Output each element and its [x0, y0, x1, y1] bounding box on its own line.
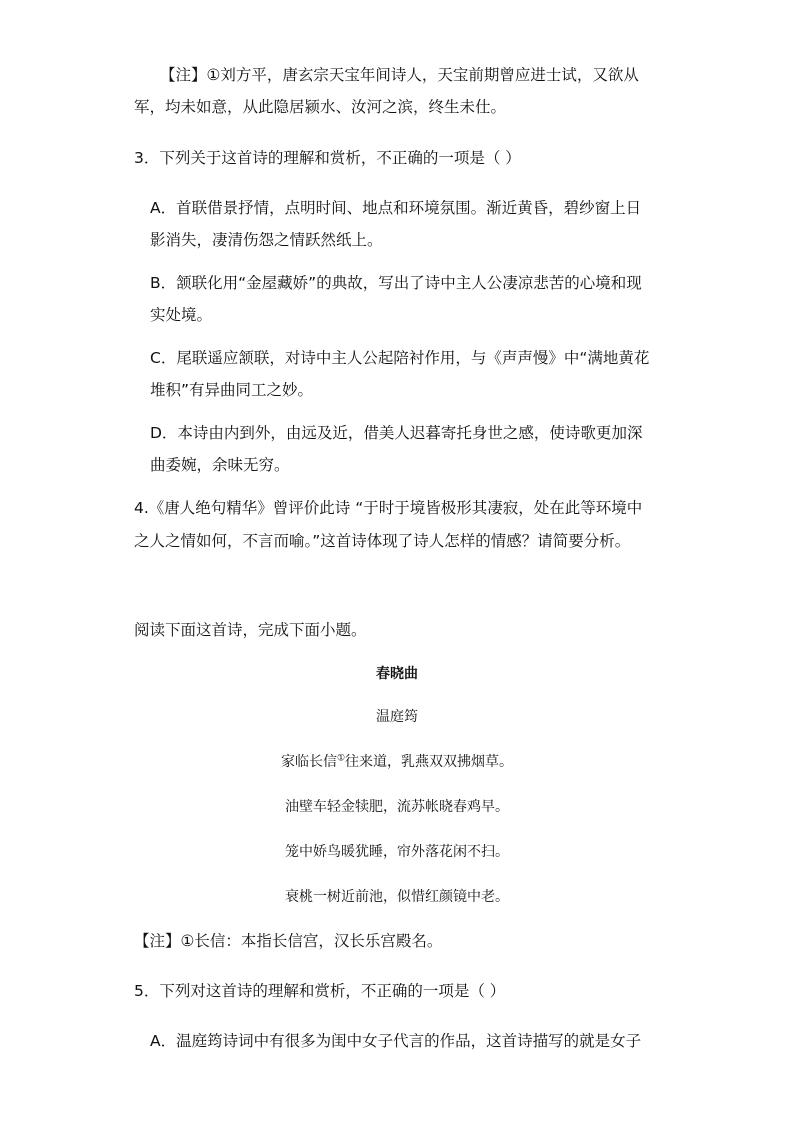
poem-line-2: 油壁车轻金犊肥，流苏帐晓春鸡早。 — [285, 799, 509, 815]
poem-line-1 — [0, 752, 794, 772]
q3-option-b-line1: B．颔联化用“金屋藏娇”的典故，写出了诗中主人公凄凉悲苦的心境和现 — [150, 274, 642, 292]
q3-option-a-line2: 影消失，凄清伤怨之情跃然纸上。 — [150, 231, 383, 249]
question4-line2: 之人之情如何，不言而喻。”这首诗体现了诗人怎样的情感？请简要分析。 — [134, 532, 631, 550]
note2: 【注】①长信：本指长信宫，汉长乐宫殿名。 — [134, 932, 443, 950]
poem-author: 温庭筠 — [376, 709, 418, 725]
poem-title: 春晓曲 — [376, 666, 418, 682]
poem-line-1-part2: 往来道，乳燕双双拂烟草。 — [345, 754, 514, 770]
footnote-marker: ① — [336, 753, 346, 764]
q3-option-b-line2: 实处境。 — [150, 306, 213, 324]
q5-option-a-line1: A．温庭筠诗词中有很多为闺中女子代言的作品，这首诗描写的就是女子 — [150, 1032, 642, 1050]
q3-option-d-line2: 曲委婉，余味无穷。 — [150, 456, 290, 474]
poem-line-1-part1: 家临长信 — [280, 754, 337, 770]
question5-stem: 5．下列对这首诗的理解和赏析，不正确的一项是（ ） — [134, 982, 506, 1000]
note1-line2: 军，均未如意，从此隐居颍水、汝河之滨，终生未仕。 — [134, 98, 507, 116]
question3-stem: 3．下列关于这首诗的理解和赏析，不正确的一项是（ ） — [134, 149, 521, 167]
q3-option-d-line1: D．本诗由内到外，由远及近，借美人迟暮寄托身世之感，使诗歌更加深 — [150, 424, 643, 442]
poem-line-3: 笼中娇鸟暖犹睡，帘外落花闲不扫。 — [285, 844, 509, 860]
q3-option-c-line2: 堆积”有异曲同工之妙。 — [150, 381, 314, 399]
question4-line1: 4.《唐人绝句精华》曾评价此诗 “于时于境皆极形其凄寂，处在此等环境中 — [134, 499, 643, 517]
note1-line1: 【注】①刘方平，唐玄宗天宝年间诗人，天宝前期曾应进士试，又欲从 — [160, 66, 639, 84]
reading-instruction: 阅读下面这首诗，完成下面小题。 — [134, 621, 367, 639]
q3-option-a-line1: A．首联借景抒情，点明时间、地点和环境氛围。渐近黄昏，碧纱窗上日 — [150, 199, 642, 217]
poem-line-4: 衰桃一树近前池，似惜红颜镜中老。 — [285, 889, 509, 905]
q3-option-c-line1: C．尾联遥应颔联，对诗中主人公起陪衬作用，与《声声慢》中“满地黄花 — [150, 349, 650, 367]
